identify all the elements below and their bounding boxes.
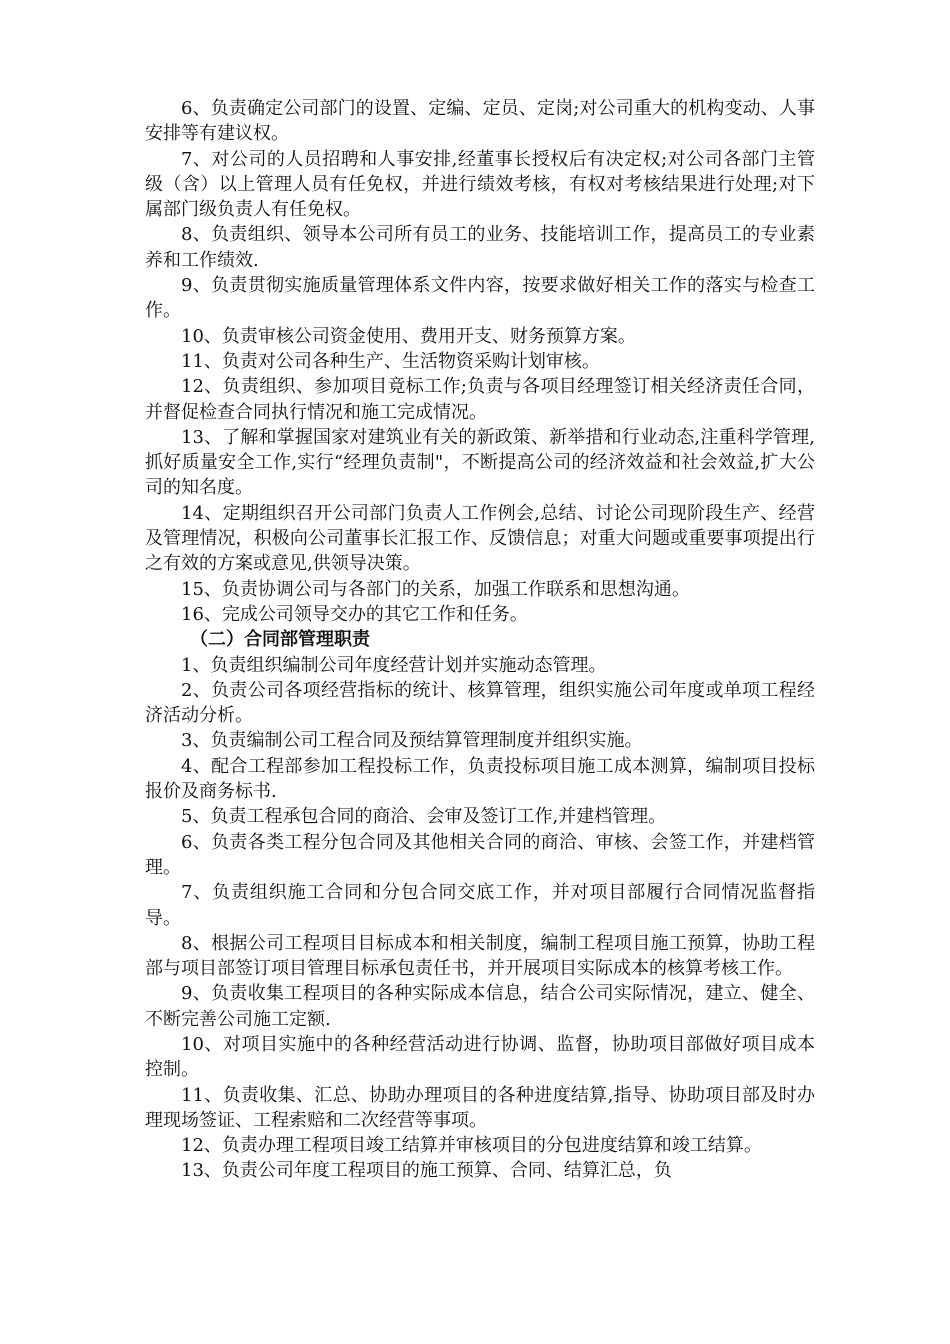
- paragraph-item-15: 15、负责协调公司与各部门的关系，加强工作联系和思想沟通。: [181, 578, 690, 600]
- document-body: [145, 96, 815, 1184]
- paragraph-item-7: 7、对公司的人员招聘和人事安排,经董事长授权后有决定权;对公司各部门主管级（含）以上管理人员有任免权，并进行绩效考核，有权对考核结果进行处理;对下属部门级负责人有任免权。: [145, 148, 815, 221]
- contract-item-11: 11、负责收集、汇总、协助办理项目的各种进度结算,指导、协助项目部及时办理现场签证、工程索赔和二次经营等事项。: [145, 1084, 815, 1131]
- paragraph-item-9: 9、负责贯彻实施质量管理体系文件内容，按要求做好相关工作的落实与检查工作。: [145, 275, 815, 322]
- paragraph-item-10: 10、负责审核公司资金使用、费用开支、财务预算方案。: [181, 325, 636, 347]
- contract-item-8: 8、根据公司工程项目目标成本和相关制度，编制工程项目施工预算，协助工程部与项目部签订项目管理目标承包责任书，并开展项目实际成本的核算考核工作。: [145, 932, 815, 980]
- paragraph-item-11: 11、负责对公司各种生产、生活物资采购计划审核。: [181, 350, 600, 372]
- contract-item-9: 9、负责收集工程项目的各种实际成本信息，结合公司实际情况，建立、健全、不断完善公司施工定额.: [145, 983, 815, 1030]
- contract-item-2: 2、负责公司各项经营指标的统计、核算管理，组织实施公司年度或单项工程经济活动分析。: [145, 679, 815, 727]
- paragraph-item-16: 16、完成公司领导交办的其它工作和任务。: [181, 603, 528, 625]
- contract-item-5: 5、负责工程承包合同的商洽、会审及签订工作,并建档管理。: [181, 806, 667, 828]
- contract-item-3: 3、负责编制公司工程合同及预结算管理制度并组织实施。: [181, 730, 643, 752]
- paragraph-item-8: 8、负责组织、领导本公司所有员工的业务、技能培训工作，提高员工的专业素养和工作绩效.: [145, 224, 815, 271]
- contract-item-1: 1、负责组织编制公司年度经营计划并实施动态管理。: [181, 654, 607, 676]
- paragraph-item-13: 13、了解和掌握国家对建筑业有关的新政策、新举措和行业动态,注重科学管理,抓好质量安全工作,实行“经理负责制"，不断提高公司的经济效益和社会效益,扩大公司的知名度。: [145, 426, 815, 499]
- contract-item-13: 13、负责公司年度工程项目的施工预算、合同、结算汇总，负: [181, 1160, 672, 1182]
- contract-item-10: 10、对项目实施中的各种经营活动进行协调、监督，协助项目部做好项目成本控制。: [145, 1033, 815, 1081]
- contract-item-12: 12、负责办理工程项目竣工结算并审核项目的分包进度结算和竣工结算。: [181, 1135, 762, 1157]
- paragraph-item-12: 12、负责组织、参加项目竟标工作;负责与各项目经理签订相关经济责任合同，并督促检查合同执行情况和施工完成情况。: [145, 376, 815, 423]
- paragraph-item-14: 14、定期组织召开公司部门负责人工作例会,总结、讨论公司现阶段生产、经营及管理情况，积极向公司董事长汇报工作、反馈信息；对重大问题或重要事项提出行之有效的方案或意见,供领导决策。: [145, 502, 815, 575]
- paragraph-item-6: 6、负责确定公司部门的设置、定编、定员、定岗;对公司重大的机构变动、人事安排等有建议权。: [145, 98, 815, 145]
- section-heading-contract-dept: （二）合同部管理职责: [190, 629, 370, 651]
- contract-item-6: 6、负责各类工程分包合同及其他相关合同的商洽、审核、会签工作，并建档管理。: [145, 831, 815, 878]
- contract-item-4: 4、配合工程部参加工程投标工作，负责投标项目施工成本测算，编制项目投标报价及商务标书.: [145, 755, 815, 803]
- contract-item-7: 7、负责组织施工合同和分包合同交底工作，并对项目部履行合同情况监督指导。: [145, 882, 815, 929]
